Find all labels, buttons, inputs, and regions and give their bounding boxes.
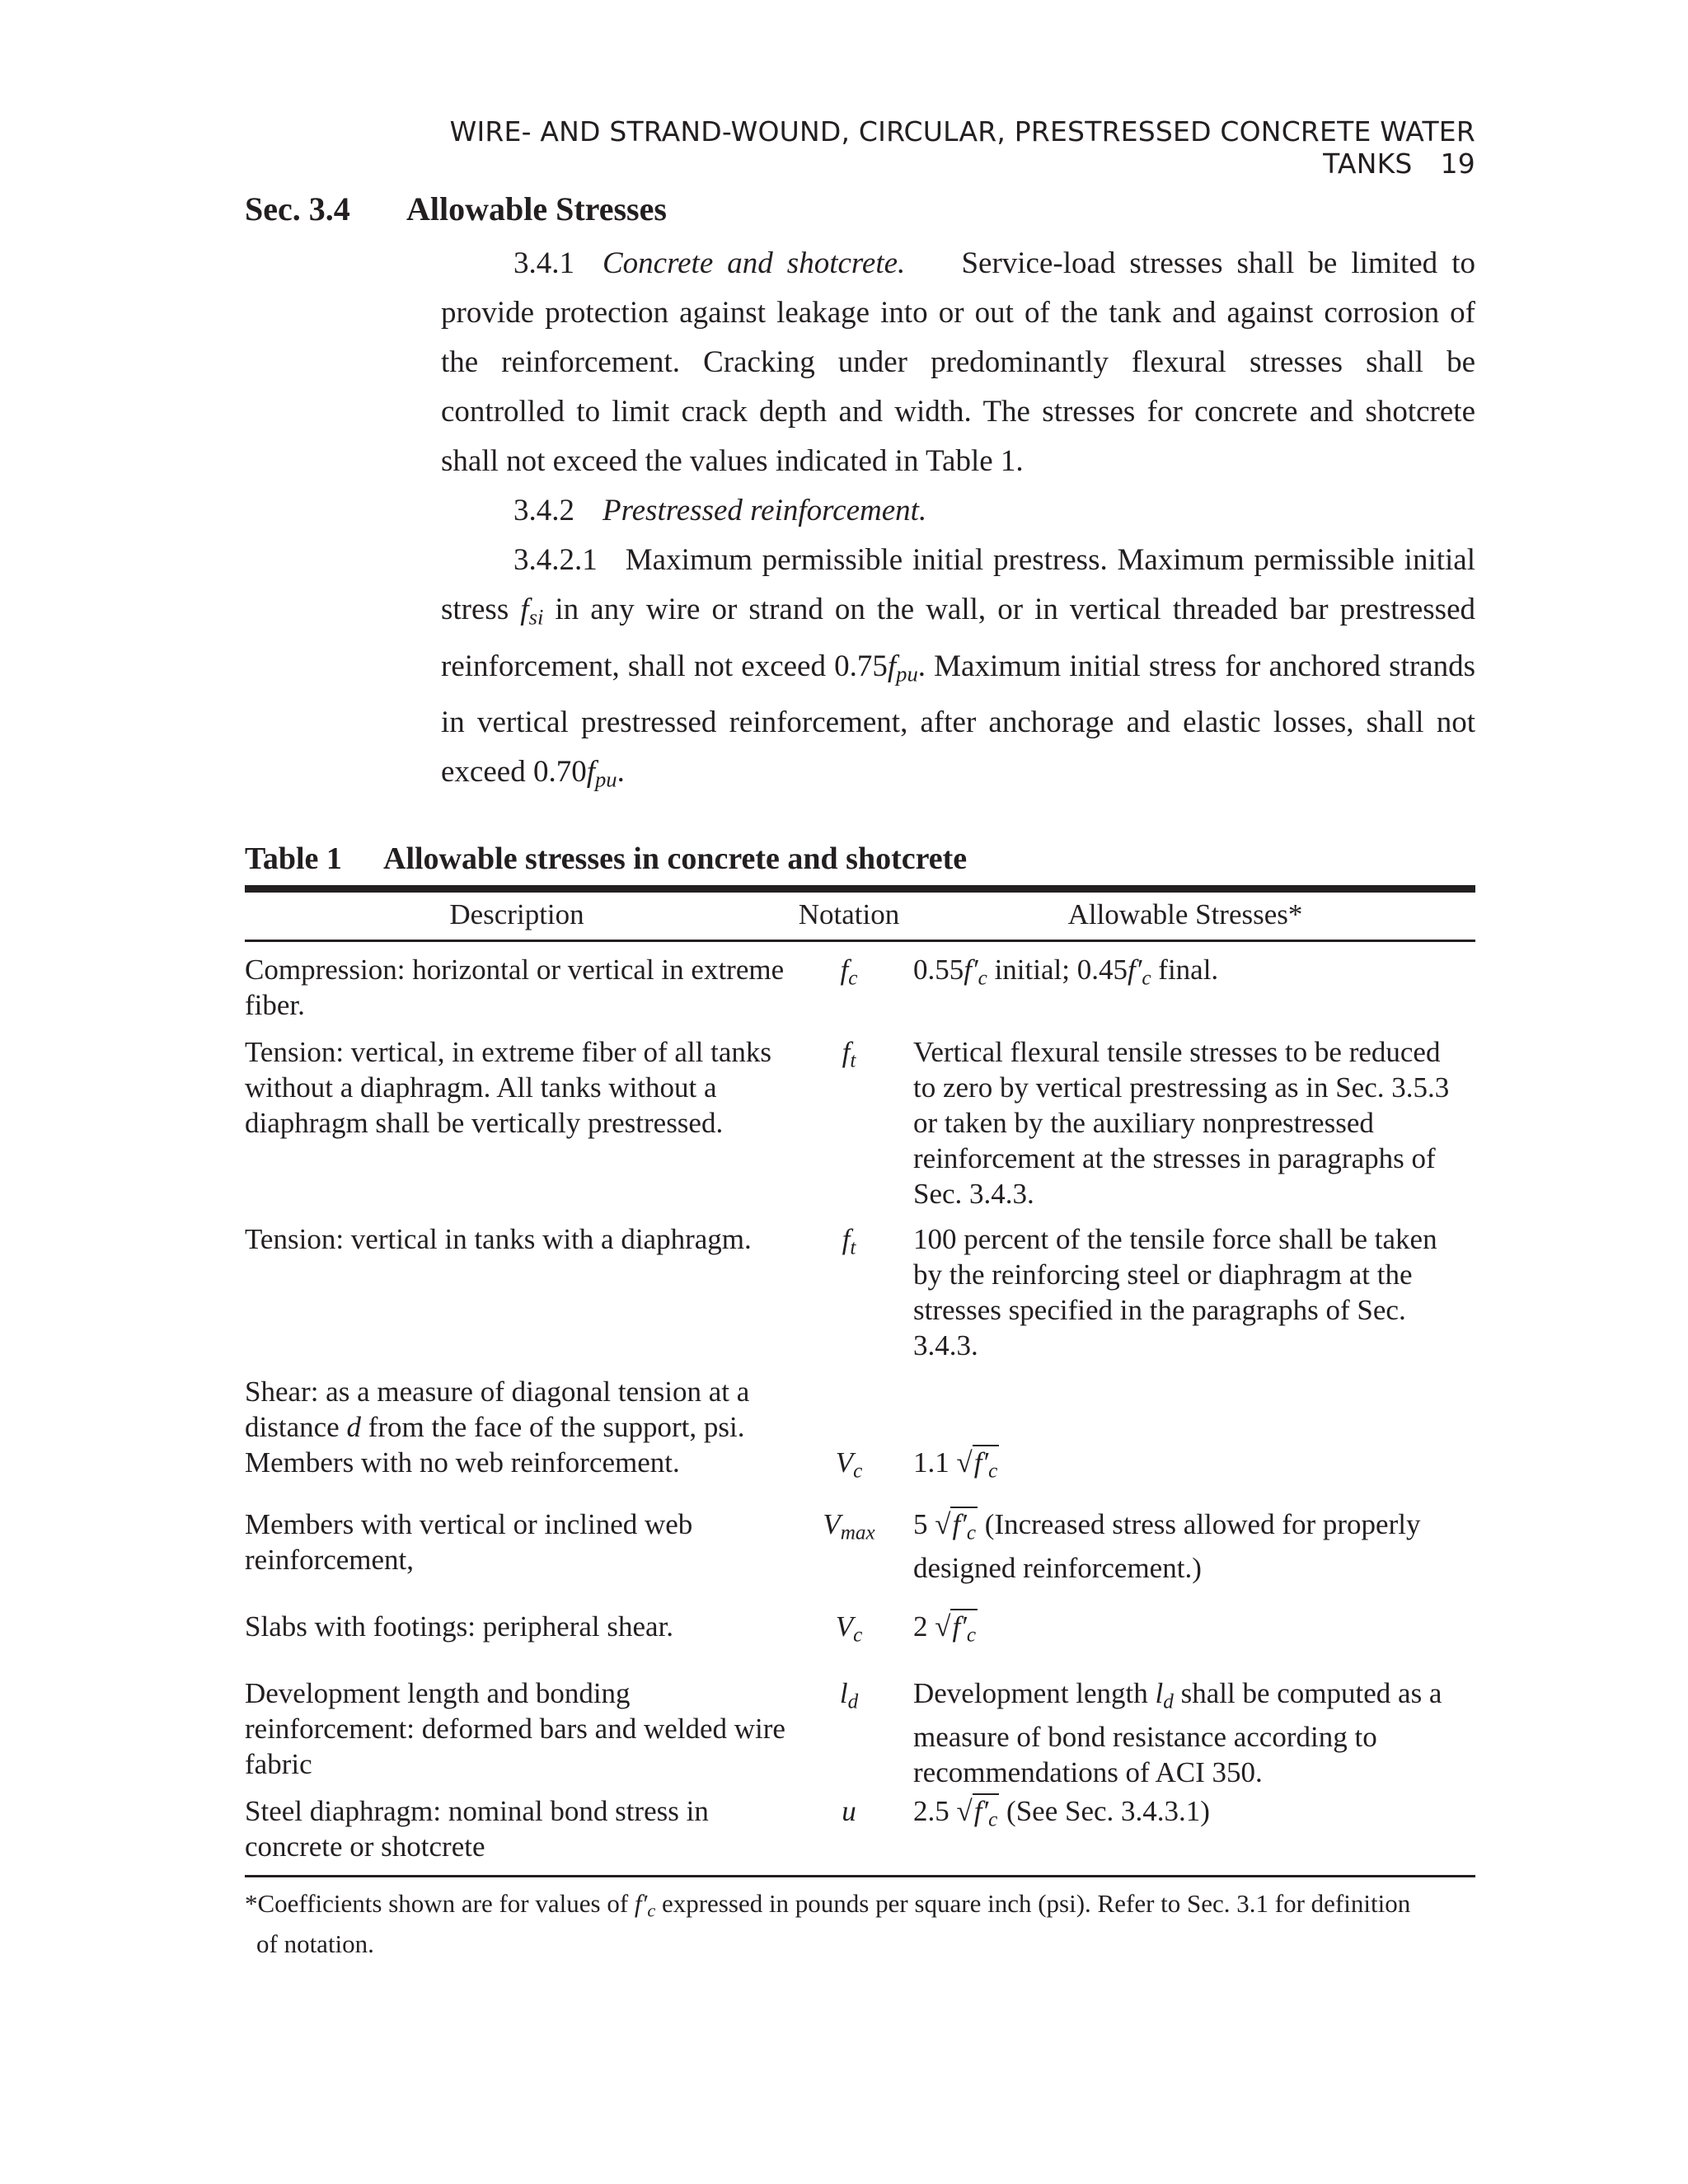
- row-tension-no-diaphragm-notation: ft: [842, 1036, 856, 1072]
- paragraph-3-4-2: [441, 486, 1475, 536]
- row-steel-diaphragm-notation: u: [842, 1795, 856, 1827]
- running-head-title: WIRE- AND STRAND-WOUND, CIRCULAR, PRESTRESSED CONCRETE WATER TANKS: [449, 115, 1475, 180]
- row-development-length-value: Development length ld shall be computed as a measure of bond resistance according to recommendations of ACI 350.: [913, 1677, 1442, 1789]
- symbol-fpu: fpu: [887, 649, 918, 687]
- para-number: 3.4.1: [513, 246, 574, 280]
- running-head: [371, 115, 1475, 180]
- section-number: Sec. 3.4: [245, 190, 350, 227]
- para-number: 3.4.2.1: [513, 543, 598, 577]
- row-development-length-notation: ld: [839, 1677, 859, 1713]
- table-top-rule: [245, 885, 1475, 893]
- para-text: Service-load stresses shall be limited to provide protection against leakage into or out of the tank and against corrosion of the reinforcement. Cracking under predominantly flexural stresses shall be controlled to limit crack depth and width. The stresses for concrete and shotcrete shall not exceed the values indicated in Table 1.: [441, 246, 1475, 478]
- table-caption: [245, 841, 967, 877]
- row-web-reinforcement-notation: Vmax: [823, 1508, 875, 1544]
- table-footnote: *Coefficients shown are for values of f′c expressed in pounds per square inch (psi). Refer to Sec. 3.1 for definition of notation.: [245, 1889, 1411, 1958]
- row-tension-no-diaphragm-description: Tension: vertical, in extreme fiber of all tanks without a diaphragm. All tanks without a diaphragm shall be vertically prestressed.: [245, 1036, 771, 1139]
- row-shear-notation: Vc: [835, 1446, 863, 1483]
- row-shear-description: Shear: as a measure of diagonal tension at a distance d from the face of the support, psi. Members with no web reinforcement.: [245, 1376, 750, 1479]
- paragraph-3-4-1: [441, 239, 1475, 486]
- para-number: 3.4.2: [513, 494, 574, 527]
- para-text-3: . Maximum initial stress for anchored strands in vertical prestressed reinforcement, after anchorage and elastic losses, shall not exceed 0.70: [441, 649, 1475, 790]
- table-bottom-rule: [245, 1875, 1475, 1877]
- square-root-fc: √f′c: [956, 1446, 998, 1483]
- para-heading: Maximum permissible initial prestress.: [625, 543, 1108, 577]
- section-title: Allowable Stresses: [406, 190, 667, 227]
- para-text-1: Maximum permissible initial stress: [441, 543, 1475, 626]
- column-header-description: Description: [449, 898, 584, 930]
- table-title: Allowable stresses in concrete and shotcrete: [383, 841, 968, 876]
- row-shear-value: 1.1 √f′c: [913, 1446, 998, 1483]
- square-root-fc: √f′c: [935, 1610, 977, 1647]
- table-number: Table 1: [245, 841, 342, 876]
- square-root-fc: √f′c: [956, 1795, 998, 1831]
- row-slabs-description: Slabs with footings: peripheral shear.: [245, 1610, 674, 1643]
- row-steel-diaphragm-description: Steel diaphragm: nominal bond stress in concrete or shotcrete: [245, 1795, 709, 1863]
- row-tension-diaphragm-value: 100 percent of the tensile force shall be taken by the reinforcing steel or diaphragm at the stresses specified in the paragraphs of Sec. 3.4.3.: [913, 1223, 1437, 1361]
- square-root-fc: √f′c: [935, 1508, 977, 1544]
- row-tension-no-diaphragm-value: Vertical flexural tensile stresses to be reduced to zero by vertical prestressing as in Sec. 3.5.3 or taken by the auxiliary nonprestressed reinforcement at the stresses in paragraphs of Sec. 3.4.3.: [913, 1036, 1450, 1210]
- row-web-reinforcement-value: 5 √f′c (Increased stress allowed for properly designed reinforcement.): [913, 1508, 1421, 1585]
- para-heading: Prestressed reinforcement.: [603, 494, 927, 527]
- row-steel-diaphragm-value: 2.5 √f′c (See Sec. 3.4.3.1): [913, 1795, 1210, 1831]
- row-web-reinforcement-description: Members with vertical or inclined web reinforcement,: [245, 1508, 693, 1576]
- page-number: 19: [1440, 148, 1475, 180]
- row-development-length-description: Development length and bonding reinforcement: deformed bars and welded wire fabric: [245, 1677, 785, 1780]
- row-tension-diaphragm-description: Tension: vertical in tanks with a diaphragm.: [245, 1223, 752, 1255]
- row-compression-value: 0.55f′c initial; 0.45f′c final.: [913, 954, 1219, 990]
- row-slabs-value: 2 √f′c: [913, 1610, 977, 1647]
- row-compression-notation: fc: [840, 954, 858, 990]
- header-rule: [245, 940, 1475, 942]
- row-tension-diaphragm-notation: ft: [842, 1223, 856, 1259]
- row-compression-description: Compression: horizontal or vertical in extreme fiber.: [245, 954, 785, 1021]
- paragraph-3-4-2-1: [441, 536, 1475, 804]
- row-slabs-notation: Vc: [835, 1610, 863, 1647]
- column-header-allowable: Allowable Stresses*: [1067, 898, 1303, 930]
- section-heading: [245, 190, 667, 228]
- para-text-4: .: [617, 755, 625, 790]
- para-text-2: in any wire or strand on the wall, or in vertical threaded bar prestressed reinforcement, shall not exceed 0.75: [441, 593, 1476, 683]
- symbol-fsi: fsi: [520, 593, 544, 630]
- symbol-fpu-2: fpu: [586, 755, 617, 792]
- para-heading: Concrete and shotcrete.: [603, 246, 906, 280]
- column-header-notation: Notation: [798, 898, 900, 930]
